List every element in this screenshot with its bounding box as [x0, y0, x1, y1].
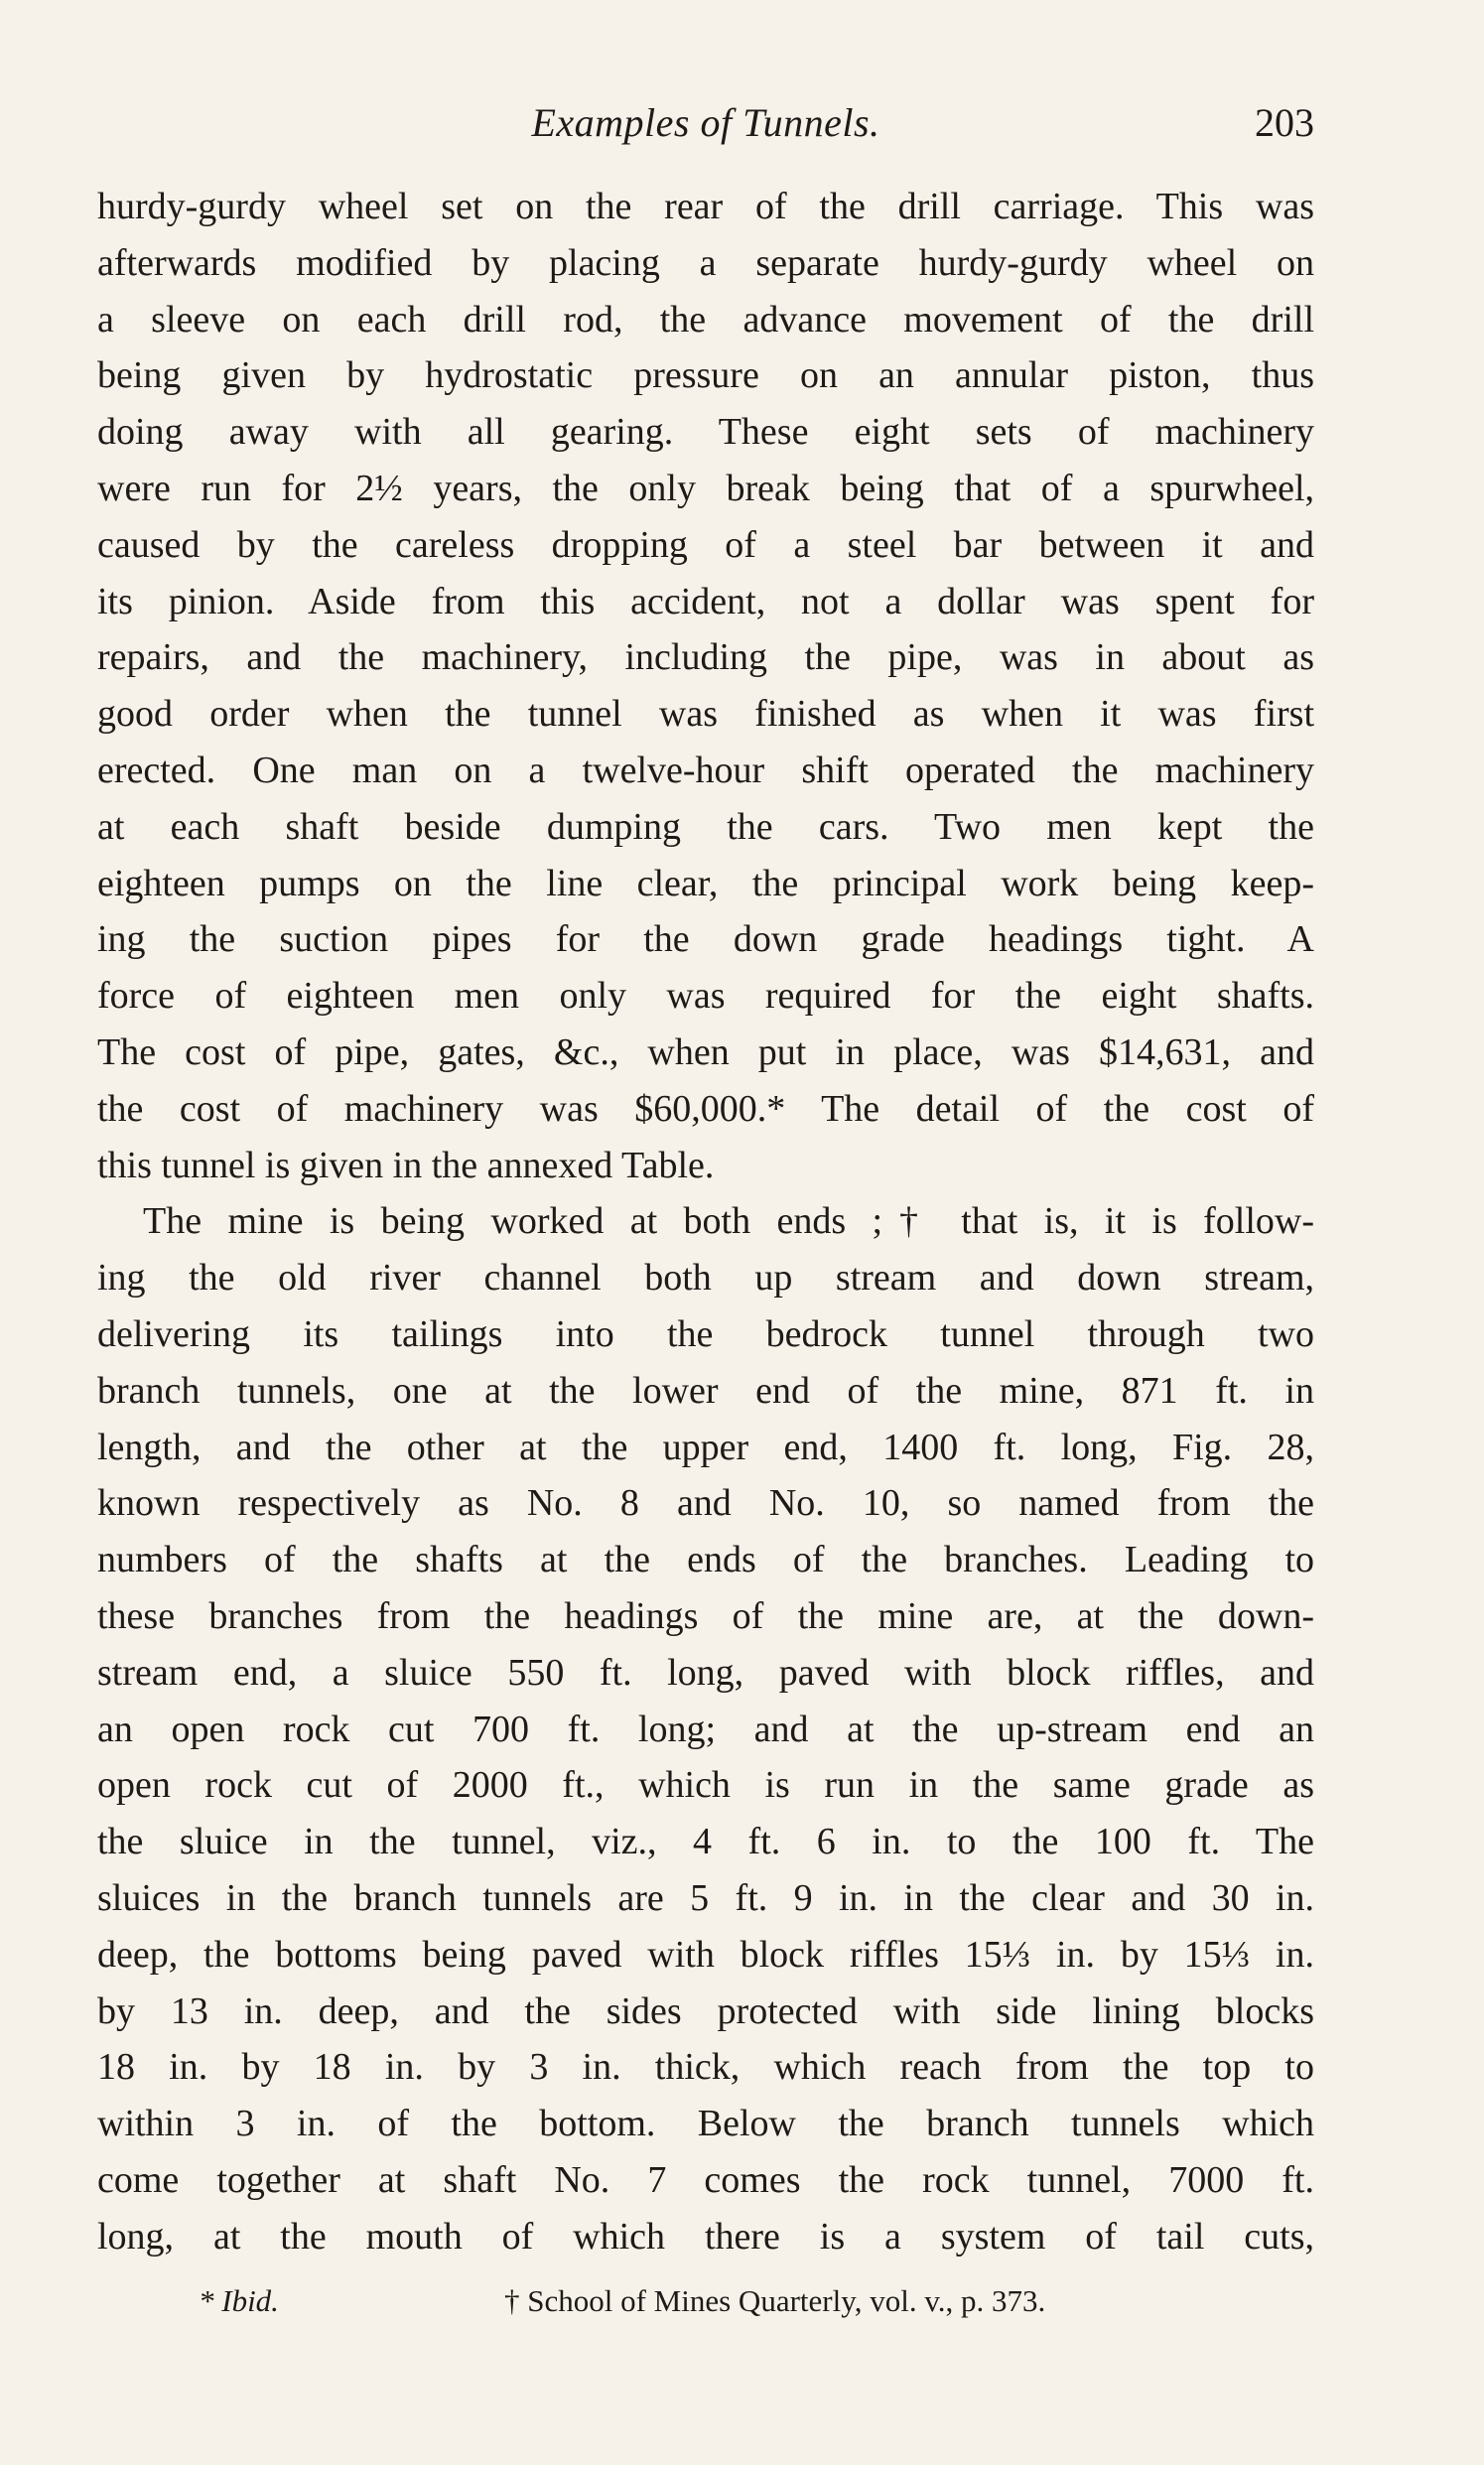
text-line: afterwards modified by placing a separate hurdy-gurdy wheel on — [97, 241, 1314, 284]
text-line: come together at shaft No. 7 comes the rock tunnel, 7000 ft. — [97, 2158, 1314, 2201]
footnote-star: * Ibid. — [199, 2283, 279, 2318]
text-line: repairs, and the machinery, including the pipe, was in about as — [97, 636, 1314, 679]
text-line: stream end, a sluice 550 ft. long, paved with block riffles, and — [97, 1651, 1314, 1694]
text-line: eighteen pumps on the line clear, the principal work being keep- — [97, 862, 1314, 904]
text-line: by 13 in. deep, and the sides protected with side lining blocks — [97, 1989, 1314, 2032]
text-line: numbers of the shafts at the ends of the branches. Leading to — [97, 1539, 1314, 1581]
text-line: known respectively as No. 8 and No. 10, so named from the — [97, 1482, 1314, 1525]
text-line: being given by hydrostatic pressure on an annular piston, thus — [97, 354, 1314, 397]
paragraph-1 — [97, 179, 1314, 1193]
running-title: Examples of Tunnels. — [531, 100, 880, 145]
text-line: ing the suction pipes for the down grade headings tight. A — [97, 918, 1314, 961]
text-line: deep, the bottoms being paved with block riffles 15⅓ in. by 15⅓ in. — [97, 1933, 1314, 1976]
text-line: within 3 in. of the bottom. Below the branch tunnels which — [97, 2103, 1314, 2145]
text-line: force of eighteen men only was required for the eight shafts. — [97, 975, 1314, 1018]
text-line: a sleeve on each drill rod, the advance movement of the drill — [97, 298, 1314, 341]
footnote-dagger: † School of Mines Quarterly, vol. v., p. 373. — [504, 2283, 1046, 2318]
text-line: an open rock cut 700 ft. long; and at the up-stream end an — [97, 1708, 1314, 1750]
text-line: open rock cut of 2000 ft., which is run in the same grade as — [97, 1764, 1314, 1807]
text-line: at each shaft beside dumping the cars. Two men kept the — [97, 805, 1314, 848]
text-line: The mine is being worked at both ends ;† that is, it is follow- — [143, 1200, 1314, 1243]
text-line: The cost of pipe, gates, &c., when put in place, was $14,631, and — [97, 1030, 1314, 1073]
text-line: good order when the tunnel was finished as when it was first — [97, 693, 1314, 736]
page-number: 203 — [1255, 100, 1314, 145]
text-line: 18 in. by 18 in. by 3 in. thick, which reach from the top to — [97, 2046, 1314, 2089]
text-line: erected. One man on a twelve-hour shift operated the machinery — [97, 749, 1314, 791]
paragraph-2 — [97, 1193, 1314, 2264]
text-line: sluices in the branch tunnels are 5 ft. 9 in. in the clear and 30 in. — [97, 1876, 1314, 1919]
text-line: the cost of machinery was $60,000.* The detail of the cost of — [97, 1087, 1314, 1130]
text-line: length, and the other at the upper end, 1400 ft. long, Fig. 28, — [97, 1426, 1314, 1468]
text-line: caused by the careless dropping of a steel bar between it and — [97, 523, 1314, 566]
text-line: doing away with all gearing. These eight sets of machinery — [97, 411, 1314, 454]
text-line: delivering its tailings into the bedrock tunnel through two — [97, 1312, 1314, 1355]
page-header — [97, 99, 1314, 163]
text-line: the sluice in the tunnel, viz., 4 ft. 6 in. to the 100 ft. The — [97, 1821, 1314, 1863]
text-line: its pinion. Aside from this accident, not a dollar was spent for — [97, 580, 1314, 622]
text-line: hurdy-gurdy wheel set on the rear of the drill carriage. This was — [97, 186, 1314, 227]
text-line: long, at the mouth of which there is a system of tail cuts, — [97, 2215, 1314, 2258]
text-line: this tunnel is given in the annexed Table. — [97, 1144, 715, 1186]
text-line: these branches from the headings of the mine are, at the down- — [97, 1594, 1314, 1637]
text-line: ing the old river channel both up stream and down stream, — [97, 1257, 1314, 1300]
text-line: were run for 2½ years, the only break being that of a spurwheel, — [97, 467, 1314, 509]
body-text — [97, 179, 1314, 2264]
text-line: branch tunnels, one at the lower end of the mine, 871 ft. in — [97, 1369, 1314, 1412]
